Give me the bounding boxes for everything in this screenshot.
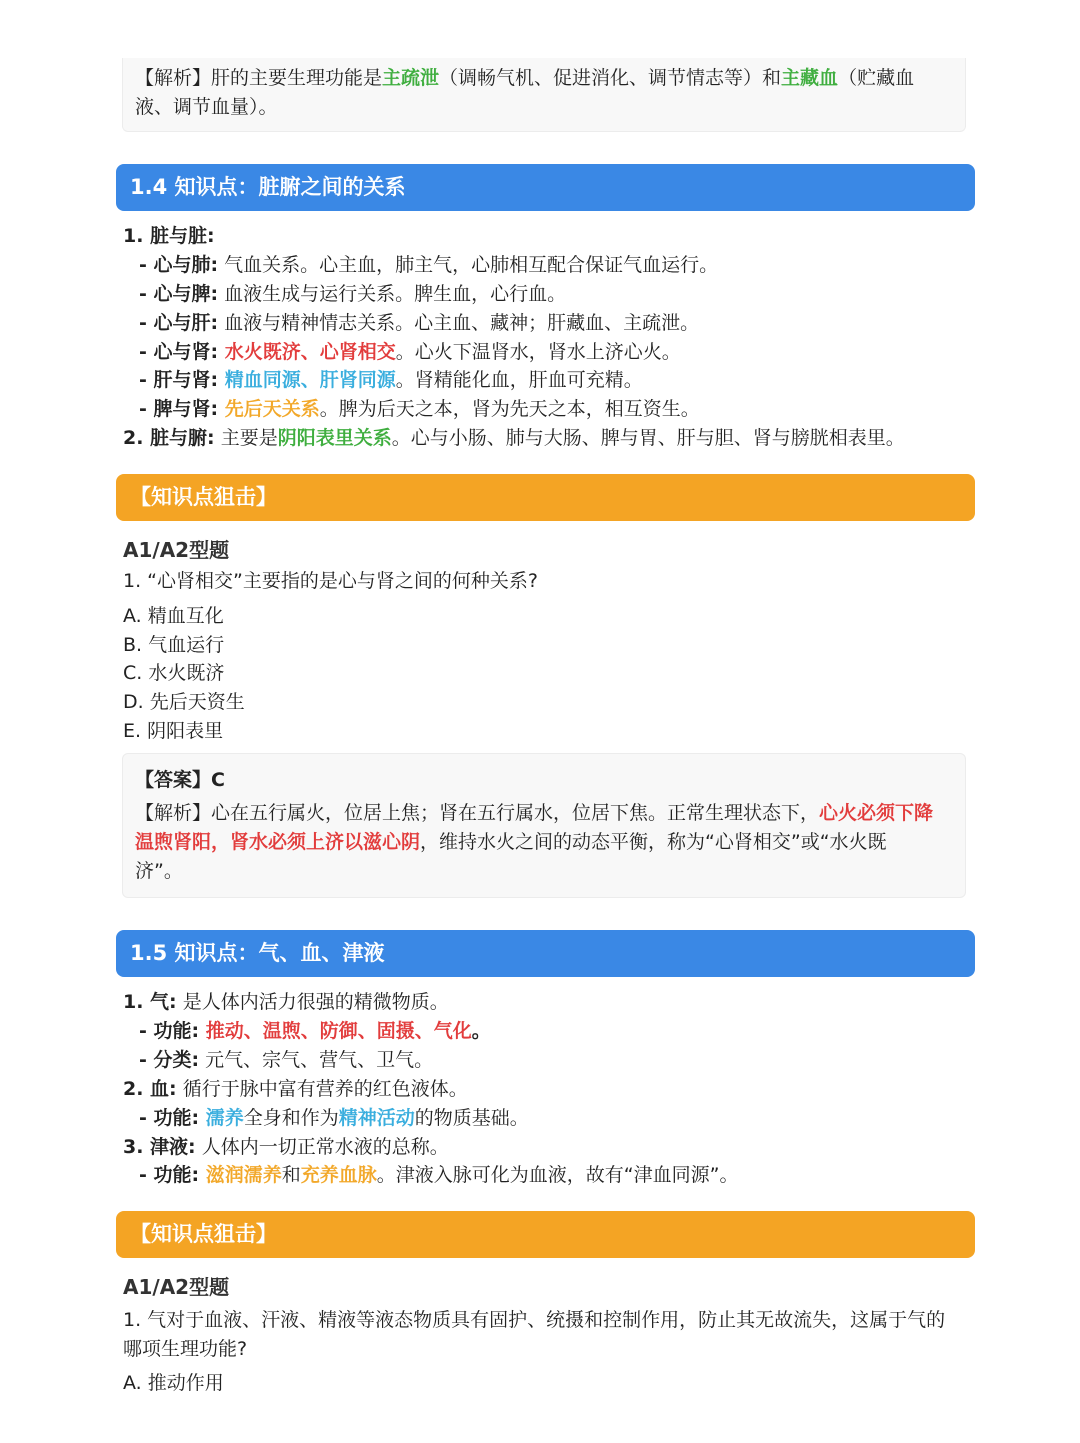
list-item-blood: 2. 血: 循行于脉中富有营养的红色液体。 <box>123 1078 468 1100</box>
quiz-banner: 【知识点狙击】 <box>116 1211 975 1258</box>
list-item: - 功能: 濡养全身和作为精神活动的物质基础。 <box>139 1107 529 1129</box>
list-item-zang-zang: 1. 脏与脏: <box>123 225 215 247</box>
list-item: - 心与脾: 血液生成与运行关系。脾生血，心行血。 <box>139 283 567 305</box>
question-text-cont: 哪项生理功能? <box>123 1338 248 1360</box>
list-item: - 功能: 滋润濡养和充养血脉。津液入脉可化为血液，故有“津血同源”。 <box>139 1164 739 1186</box>
option-e: E. 阴阳表里 <box>123 720 224 742</box>
list-item: - 肝与肾: 精血同源、肝肾同源。肾精能化血，肝血可充精。 <box>139 369 643 391</box>
list-item: - 心与肝: 血液与精神情志关系。心主血、藏神；肝藏血、主疏泄。 <box>139 312 700 334</box>
list-item: - 脾与肾: 先后天关系。脾为后天之本，肾为先天之本，相互资生。 <box>139 398 700 420</box>
option-a: A. 推动作用 <box>123 1372 224 1394</box>
explanation-box-top <box>122 58 966 132</box>
section-header-1-4: 1.4 知识点：脏腑之间的关系 <box>116 164 975 211</box>
explanation-text: 【解析】心在五行属火，位居上焦；肾在五行属水，位居下焦。正常生理状态下，心火必须下降 温煦肾阳，肾水必须上济以滋心阴，维持水火之间的动态平衡，称为“心肾相交”或“水火既 济”。 <box>135 802 934 882</box>
answer-box <box>122 753 966 898</box>
list-item-fluid: 3. 津液: 人体内一切正常水液的总称。 <box>123 1136 449 1158</box>
option-d: D. 先后天资生 <box>123 691 245 713</box>
quiz-banner: 【知识点狙击】 <box>116 474 975 521</box>
list-item-zang-fu: 2. 脏与腑: 主要是阴阳表里关系。心与小肠、肺与大肠、脾与胃、肝与胆、肾与膀胱相表里。 <box>123 427 905 449</box>
list-item: - 分类: 元气、宗气、营气、卫气。 <box>139 1049 434 1071</box>
question-text: 1. “心肾相交”主要指的是心与肾之间的何种关系? <box>123 570 538 592</box>
list-item-qi: 1. 气: 是人体内活力很强的精微物质。 <box>123 991 449 1013</box>
option-a: A. 精血互化 <box>123 605 224 627</box>
list-item: - 功能: 推动、温煦、防御、固摄、气化。 <box>139 1020 491 1042</box>
answer-label: 【答案】C <box>135 769 225 791</box>
option-c: C. 水火既济 <box>123 662 225 684</box>
section-header-1-5: 1.5 知识点：气、血、津液 <box>116 930 975 977</box>
question-type: A1/A2型题 <box>123 538 230 562</box>
list-item: - 心与肺: 气血关系。心主血，肺主气，心肺相互配合保证气血运行。 <box>139 254 719 276</box>
question-text: 1. 气对于血液、汗液、精液等液态物质具有固护、统摄和控制作用，防止其无故流失，这属于气的 <box>123 1309 946 1331</box>
list-item: - 心与肾: 水火既济、心肾相交。心火下温肾水，肾水上济心火。 <box>139 341 681 363</box>
question-type: A1/A2型题 <box>123 1275 230 1299</box>
explanation-text: 【解析】肝的主要生理功能是主疏泄（调畅气机、促进消化、调节情志等）和主藏血（贮藏血液、调节血量）。 <box>135 67 915 118</box>
option-b: B. 气血运行 <box>123 634 225 656</box>
